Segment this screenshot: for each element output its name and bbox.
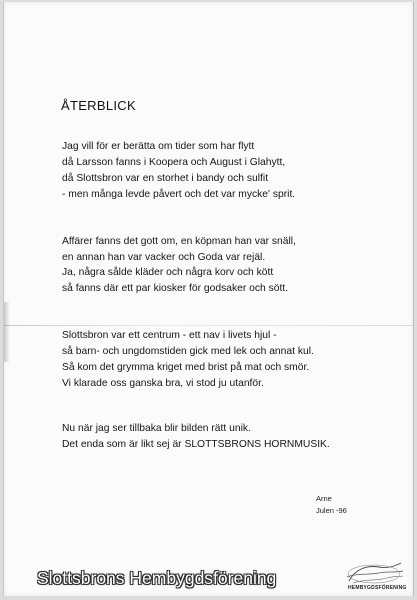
poem-line: så fanns där ett par kiosker för godsaker och sött. bbox=[62, 283, 289, 295]
author-name: Arne bbox=[316, 494, 332, 503]
poem-line: Så kom det grymma kriget med brist på mat och smör. bbox=[62, 362, 310, 374]
signature-date: Julen -96 bbox=[316, 506, 347, 515]
stanza-4 bbox=[62, 421, 402, 453]
poem-line: Jag vill för er berätta om tider som har flytt bbox=[62, 141, 255, 152]
poem-body bbox=[62, 139, 402, 484]
poem-line: Vi klarade oss ganska bra, vi stod ju utanför. bbox=[62, 377, 264, 389]
poem-line: så barn- och ungdomstiden gick med lek och annat kul. bbox=[62, 346, 314, 358]
signature-block bbox=[316, 493, 347, 517]
poem-title: ÅTERBLICK bbox=[61, 98, 136, 113]
association-stamp-icon bbox=[343, 561, 405, 587]
poem-line: då Larsson fanns i Koopera och August i Glahytt, bbox=[62, 156, 286, 168]
watermark-text: Slottsbrons Hembygdsförening bbox=[37, 568, 277, 588]
document-page bbox=[3, 2, 414, 596]
stanza-3 bbox=[62, 328, 402, 392]
poem-line: Det enda som är likt sej är SLOTTSBRONS HORNMUSIK. bbox=[62, 438, 330, 450]
stanza-1 bbox=[62, 139, 402, 203]
paper-fold-shadow bbox=[4, 302, 10, 362]
poem-line: Nu när jag ser tillbaka blir bilden rätt unik. bbox=[62, 422, 251, 434]
stanza-2 bbox=[62, 234, 402, 298]
poem-line: Slottsbron var ett centrum - ett nav i livets hjul - bbox=[62, 330, 277, 342]
poem-line: Affärer fanns det gott om, en köpman han var snäll, bbox=[62, 235, 296, 247]
poem-line: då Slottsbron var en storhet i bandy och sulfit bbox=[62, 172, 269, 184]
stamp-label: HEMBYGDSFÖRENING bbox=[348, 585, 407, 591]
poem-line: en annan han var vacker och Goda var rejäl. bbox=[62, 251, 266, 263]
poem-line: Ja, några sålde kläder och några korv och kött bbox=[62, 267, 274, 279]
poem-line: - men många levde påvert och det var mycke' sprit. bbox=[62, 188, 296, 200]
